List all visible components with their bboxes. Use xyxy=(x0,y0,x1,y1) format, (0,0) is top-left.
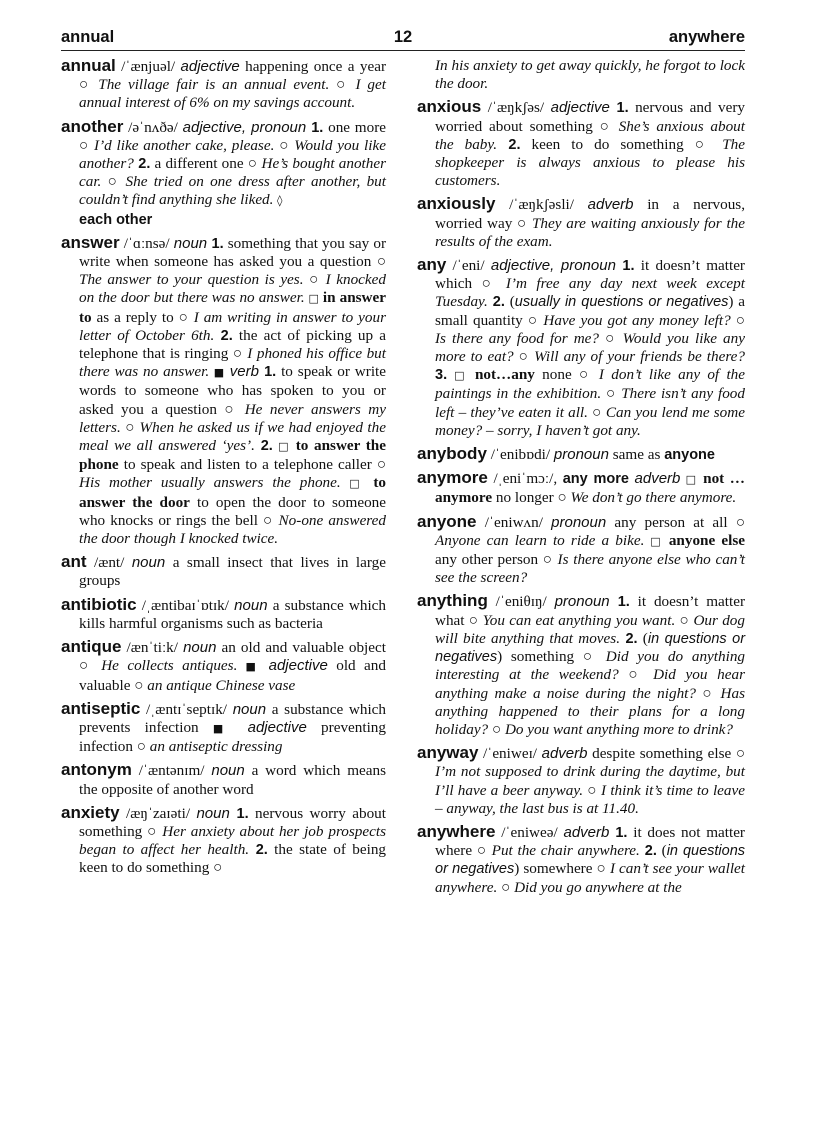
definition-text: ○ xyxy=(583,781,602,799)
example: He collects antiques. xyxy=(101,657,238,675)
example: You can eat anything you want. xyxy=(482,611,676,629)
phrase: to answer the door xyxy=(79,474,386,511)
sense-number: 2. xyxy=(214,327,233,344)
definition-text: despite something else ○ xyxy=(587,745,745,763)
pronunciation: /əˈnʌðə/ xyxy=(123,118,183,136)
definition-text: it doesn’t matter what ○ xyxy=(435,593,746,629)
definition-text: ○ xyxy=(488,720,505,738)
part-of-speech: adverb xyxy=(541,745,588,763)
definition-text: happening once a year ○ xyxy=(79,58,387,94)
left-column xyxy=(61,57,386,883)
headword: anybody xyxy=(417,444,487,464)
usage-note-text: usually in questions or negatives xyxy=(514,294,729,311)
definition-text: a substance which prevents infection xyxy=(79,700,386,736)
example: There isn’t any food left – they’ve eaten it all. xyxy=(435,385,745,421)
phrase: in answer to xyxy=(79,289,386,326)
example: Did you hear anything make a noise during the night? xyxy=(435,666,745,702)
headword: anything xyxy=(417,591,488,611)
part-of-speech: noun xyxy=(131,554,166,572)
new-pos-square-icon: ■ xyxy=(237,660,269,674)
entry-answer xyxy=(61,232,387,548)
entry-another xyxy=(61,116,387,229)
pronunciation: /ˈæŋkʃəsli/ xyxy=(495,196,588,214)
example: I’m not supposed to drink during the daytime, but I’ll have a beer anyway. xyxy=(435,763,745,799)
sense-number: 1. xyxy=(207,235,224,252)
definition-text: any person at all ○ xyxy=(606,513,745,531)
paren-close: ) xyxy=(728,293,734,311)
definition-text: a different one ○ xyxy=(150,155,262,173)
pronunciation: /ˌeniˈmɔː/, xyxy=(487,470,563,488)
definition-text: ○ xyxy=(329,76,356,94)
pronunciation: /ˌæntɪˈseptɪk/ xyxy=(140,700,233,718)
sense-number: 2. xyxy=(487,294,505,311)
sense-number: 1. xyxy=(609,100,629,117)
pronunciation: /ænˈtiːk/ xyxy=(121,639,184,657)
example: I phoned his office but there was no answer. xyxy=(79,345,386,381)
definition-text: same as xyxy=(608,446,665,464)
headword: anyway xyxy=(417,743,479,763)
definition-text: a small insect that lives in large groups xyxy=(79,554,386,590)
definition-text: it doesn’t matter which ○ xyxy=(435,257,745,293)
sense-number: 1. xyxy=(615,258,635,275)
definition-text: the act of picking up a telephone that is ringing ○ xyxy=(79,326,387,363)
dictionary-page xyxy=(61,28,745,1098)
headword: another xyxy=(61,116,124,136)
example: In his anxiety to get away quickly, he forgot to lock the door. xyxy=(435,57,745,93)
headword: antiseptic xyxy=(61,698,141,718)
definition-text: ○ xyxy=(513,348,535,366)
part-of-speech: pronoun xyxy=(554,593,610,611)
headword: antibiotic xyxy=(61,594,137,614)
part-of-speech: adverb xyxy=(563,823,610,841)
example: No-one answered the door though I knocked twice. xyxy=(79,511,386,548)
pronunciation: /æŋˈzaɪəti/ xyxy=(119,804,197,822)
definition-text: nervous and very worried about something ○ xyxy=(435,99,746,135)
pronunciation: /ˌæntibaɪˈɒtɪk/ xyxy=(136,596,235,614)
page-number: 12 xyxy=(393,28,413,46)
definition-text: one more ○ xyxy=(79,118,387,154)
headword: annual xyxy=(61,56,116,75)
headword: anxiety xyxy=(61,802,120,822)
example: They are waiting anxiously for the results of the exam. xyxy=(435,214,745,250)
definition-text: ○ xyxy=(274,136,295,154)
definition-text: something ○ xyxy=(502,648,606,666)
cross-reference[interactable]: each other xyxy=(79,211,153,228)
example: We don’t go there anymore. xyxy=(570,489,737,507)
part-of-speech: adjective, pronoun xyxy=(490,257,616,275)
cross-reference-arrow: ◊ xyxy=(273,194,283,208)
header-rule xyxy=(61,50,745,51)
headword: answer xyxy=(61,232,120,252)
headword: anywhere xyxy=(417,821,496,841)
part-of-speech: adverb xyxy=(587,196,634,214)
part-of-speech: noun xyxy=(173,234,208,252)
example: Did you go anywhere at the xyxy=(514,878,682,896)
example: I knocked on the door but there was no answer. xyxy=(79,271,386,307)
entry-anxiously xyxy=(417,194,745,251)
part-of-speech: adjective xyxy=(247,718,307,736)
sense-number: 2. xyxy=(639,843,657,860)
phrase: not … anymore xyxy=(435,470,745,507)
example: I’m free any day next week except Tuesday. xyxy=(435,275,745,311)
page-header xyxy=(61,28,745,50)
phrase: not…any xyxy=(474,366,535,384)
paren-open: ( xyxy=(504,293,515,311)
definition-text: ○ xyxy=(730,311,745,329)
part-of-speech: adjective xyxy=(268,657,328,675)
definition-text: none ○ xyxy=(534,366,599,384)
example: He’s bought another car. xyxy=(79,155,387,191)
entry-anywhere xyxy=(417,821,746,897)
part-of-speech: noun xyxy=(211,762,245,780)
pronunciation: /ænt/ xyxy=(86,554,132,572)
example: When he asked us if we had enjoyed the meal we all answered ‘yes’. xyxy=(79,418,386,455)
pronunciation: /ˈenibɒdi/ xyxy=(486,446,554,464)
example: I don’t like any of the paintings in the exhibition. xyxy=(435,366,745,403)
headword: anxious xyxy=(417,97,482,117)
sense-number: 3. xyxy=(435,367,448,384)
phrase-box-icon: □ xyxy=(304,292,323,306)
definition-text: old and valuable ○ xyxy=(79,657,386,694)
definition-text: preventing infection ○ xyxy=(79,718,386,756)
definition-text: ○ xyxy=(497,878,515,896)
definition-text: ○ xyxy=(599,329,623,347)
pronunciation: /ˈɑːnsə/ xyxy=(119,234,174,252)
example: I think it’s time to leave – anyway, the last bus is at 11.40. xyxy=(435,781,745,817)
definition-text: ○ xyxy=(120,418,140,436)
definition-text: ○ xyxy=(601,385,622,403)
entry-anxiety xyxy=(61,802,387,878)
example: She’s anxious about the baby. xyxy=(435,117,745,153)
sense-number: 1. xyxy=(229,805,249,822)
headword: anxiously xyxy=(417,194,496,214)
definition-text: a substance which kills harmful organisms such as bacteria xyxy=(79,596,386,632)
part-of-speech: adjective xyxy=(550,99,610,117)
definition-text: somewhere ○ xyxy=(519,860,610,878)
entry-antibiotic xyxy=(61,594,386,633)
entry-anyway xyxy=(417,743,745,818)
example: Did you do anything interesting at the weekend? xyxy=(435,648,746,684)
definition-text: a word which means the opposite of another word xyxy=(79,762,386,798)
part-of-speech: adjective xyxy=(180,58,240,75)
headword: anyone xyxy=(417,511,477,531)
definition-text: ○ xyxy=(587,403,606,421)
definition-text: to speak or write words to someone who has spoken to you or asked you a question ○ xyxy=(79,363,387,418)
definition-text: it does not matter where ○ xyxy=(435,823,745,860)
sense-number: 1. xyxy=(609,824,628,841)
example: Would you like any more to eat? xyxy=(435,329,745,366)
part-of-speech: adverb xyxy=(634,470,681,488)
example: Is there any food for me? xyxy=(435,329,600,347)
usage-note-text: in questions or negatives xyxy=(435,843,746,878)
sense-number: 2. xyxy=(620,630,638,647)
paren-close: ) xyxy=(514,860,520,878)
entry-anyone xyxy=(417,511,745,588)
entry-anxiety-continued xyxy=(435,57,745,93)
right-column xyxy=(417,57,745,902)
headword: anymore xyxy=(417,468,488,488)
definition-text: keen to do something ○ xyxy=(520,135,723,153)
part-of-speech: pronoun xyxy=(551,513,607,531)
entry-any xyxy=(417,255,746,440)
headword: antique xyxy=(61,637,122,657)
new-pos-square-icon: ■ xyxy=(212,721,248,735)
part-of-speech: verb xyxy=(229,363,259,381)
part-of-speech: adjective, pronoun xyxy=(182,118,307,136)
example: I get annual interest of 6% on my savings account. xyxy=(79,76,386,112)
pronunciation: /ˈænjuəl/ xyxy=(115,58,181,75)
example: Do you want anything more to drink? xyxy=(504,720,734,738)
example: His mother usually answers the phone. xyxy=(79,474,341,492)
example: Anyone can learn to ride a bike. xyxy=(435,531,645,549)
definition-text: something that you say or write when someone has asked you a question ○ xyxy=(79,234,387,271)
entry-antique xyxy=(61,637,386,695)
phrase-box-icon: □ xyxy=(272,440,296,454)
definition-text: ○ xyxy=(696,684,721,702)
definition-text: an old and valuable object ○ xyxy=(79,639,386,675)
part-of-speech: noun xyxy=(234,596,268,614)
example: I can’t see your wallet anywhere. xyxy=(435,860,745,896)
phrase-box-icon: □ xyxy=(340,477,374,491)
paren-close: ) xyxy=(497,648,503,666)
pronunciation: /ˈeni/ xyxy=(446,257,491,275)
sense-number: 1. xyxy=(306,119,324,136)
definition-text: any other person ○ xyxy=(435,551,558,569)
entry-anymore xyxy=(417,468,745,507)
example: Can you lend me some money? – sorry, I haven’t got any. xyxy=(435,403,745,439)
sense-number: 1. xyxy=(609,594,630,611)
definition-text: no longer ○ xyxy=(492,489,571,507)
example: The shopkeeper is always anxious to please his customers. xyxy=(435,135,745,190)
definition-text: to speak and listen to a telephone caller ○ xyxy=(118,456,386,474)
phrase: anyone else xyxy=(668,531,745,549)
headword: any xyxy=(417,255,447,275)
entry-anybody xyxy=(417,444,745,464)
example: an antiseptic dressing xyxy=(149,738,283,756)
first-guide-word: annual xyxy=(61,28,115,46)
sense-number: 2. xyxy=(254,438,273,455)
entry-ant xyxy=(61,552,386,590)
example: Have you got any money left? xyxy=(543,311,731,329)
phrase-box-icon: □ xyxy=(680,473,704,487)
definition-text: nervous worry about something ○ xyxy=(79,804,386,840)
phrase: to answer the phone xyxy=(79,437,386,474)
sense-number: 1. xyxy=(258,364,277,381)
definition-text: a small quantity ○ xyxy=(435,293,746,329)
sense-number: 2. xyxy=(249,842,268,859)
example: I’d like another cake, please. xyxy=(94,136,275,154)
sense-number: 2. xyxy=(497,136,521,153)
example: I am writing in answer to your letter of October 6th. xyxy=(79,308,386,344)
definition-text: ○ xyxy=(303,271,326,289)
example: Put the chair anywhere. xyxy=(491,842,640,860)
example: Will any of your friends be there? xyxy=(534,348,745,366)
pronunciation: /ˈeniweə/ xyxy=(495,823,564,841)
phrase-box-icon: □ xyxy=(447,369,475,383)
usage-note xyxy=(515,294,729,310)
usage-note-text: in questions or negatives xyxy=(435,630,746,666)
example: Our dog will bite anything that moves. xyxy=(435,611,745,647)
pronunciation: /ˈeniweɪ/ xyxy=(478,745,542,763)
pronunciation: /ˈæŋkʃəs/ xyxy=(481,99,551,117)
cross-reference[interactable]: anyone xyxy=(664,447,715,464)
definition-text: in a nervous, worried way ○ xyxy=(435,196,745,232)
paren-open: ( xyxy=(656,842,667,860)
definition-text: ○ xyxy=(618,666,654,684)
example: The village fair is an annual event. xyxy=(98,76,330,94)
sense-number: 2. xyxy=(133,156,151,173)
example: an antique Chinese vase xyxy=(147,676,296,694)
part-of-speech: pronoun xyxy=(553,446,609,464)
definition-text: ○ xyxy=(675,611,694,629)
definition-text: ○ xyxy=(101,173,126,191)
part-of-speech: noun xyxy=(183,639,217,657)
example: Has anything happened to their plans for a long holiday? xyxy=(435,684,745,738)
pronunciation: /ˈeniθɪŋ/ xyxy=(487,593,555,611)
example: She tried on one dress after another, but couldn’t find anything she liked. xyxy=(79,173,386,209)
entry-antiseptic xyxy=(61,698,386,757)
last-guide-word: anywhere xyxy=(668,28,745,46)
pronunciation: /ˈeniwʌn/ xyxy=(476,513,552,531)
example: Would you like another? xyxy=(79,136,386,173)
example: Is there anyone else who can’t see the screen? xyxy=(435,551,745,587)
entry-annual xyxy=(61,56,387,113)
variant-form: any more xyxy=(562,471,629,488)
new-pos-square-icon: ■ xyxy=(209,366,230,380)
definition-text: as a reply to ○ xyxy=(91,308,194,326)
entry-anything xyxy=(417,591,746,739)
example: He never answers my letters. xyxy=(79,400,386,436)
definition-text: to open the door to someone who knocks or rings the bell ○ xyxy=(79,493,387,529)
paren-open: ( xyxy=(637,629,648,647)
pronunciation: /ˈæntənɪm/ xyxy=(131,762,212,780)
part-of-speech: noun xyxy=(196,804,230,822)
entry-anxious xyxy=(417,97,746,190)
headword: ant xyxy=(61,552,87,572)
phrase-box-icon: □ xyxy=(644,534,669,548)
example: The answer to your question is yes. xyxy=(79,271,304,289)
example: Her anxiety about her job prospects began to affect her health. xyxy=(79,822,387,859)
headword: antonym xyxy=(61,760,132,780)
definition-text: the state of being keen to do something ○ xyxy=(79,841,387,877)
part-of-speech: noun xyxy=(232,700,267,718)
entry-antonym xyxy=(61,760,386,798)
